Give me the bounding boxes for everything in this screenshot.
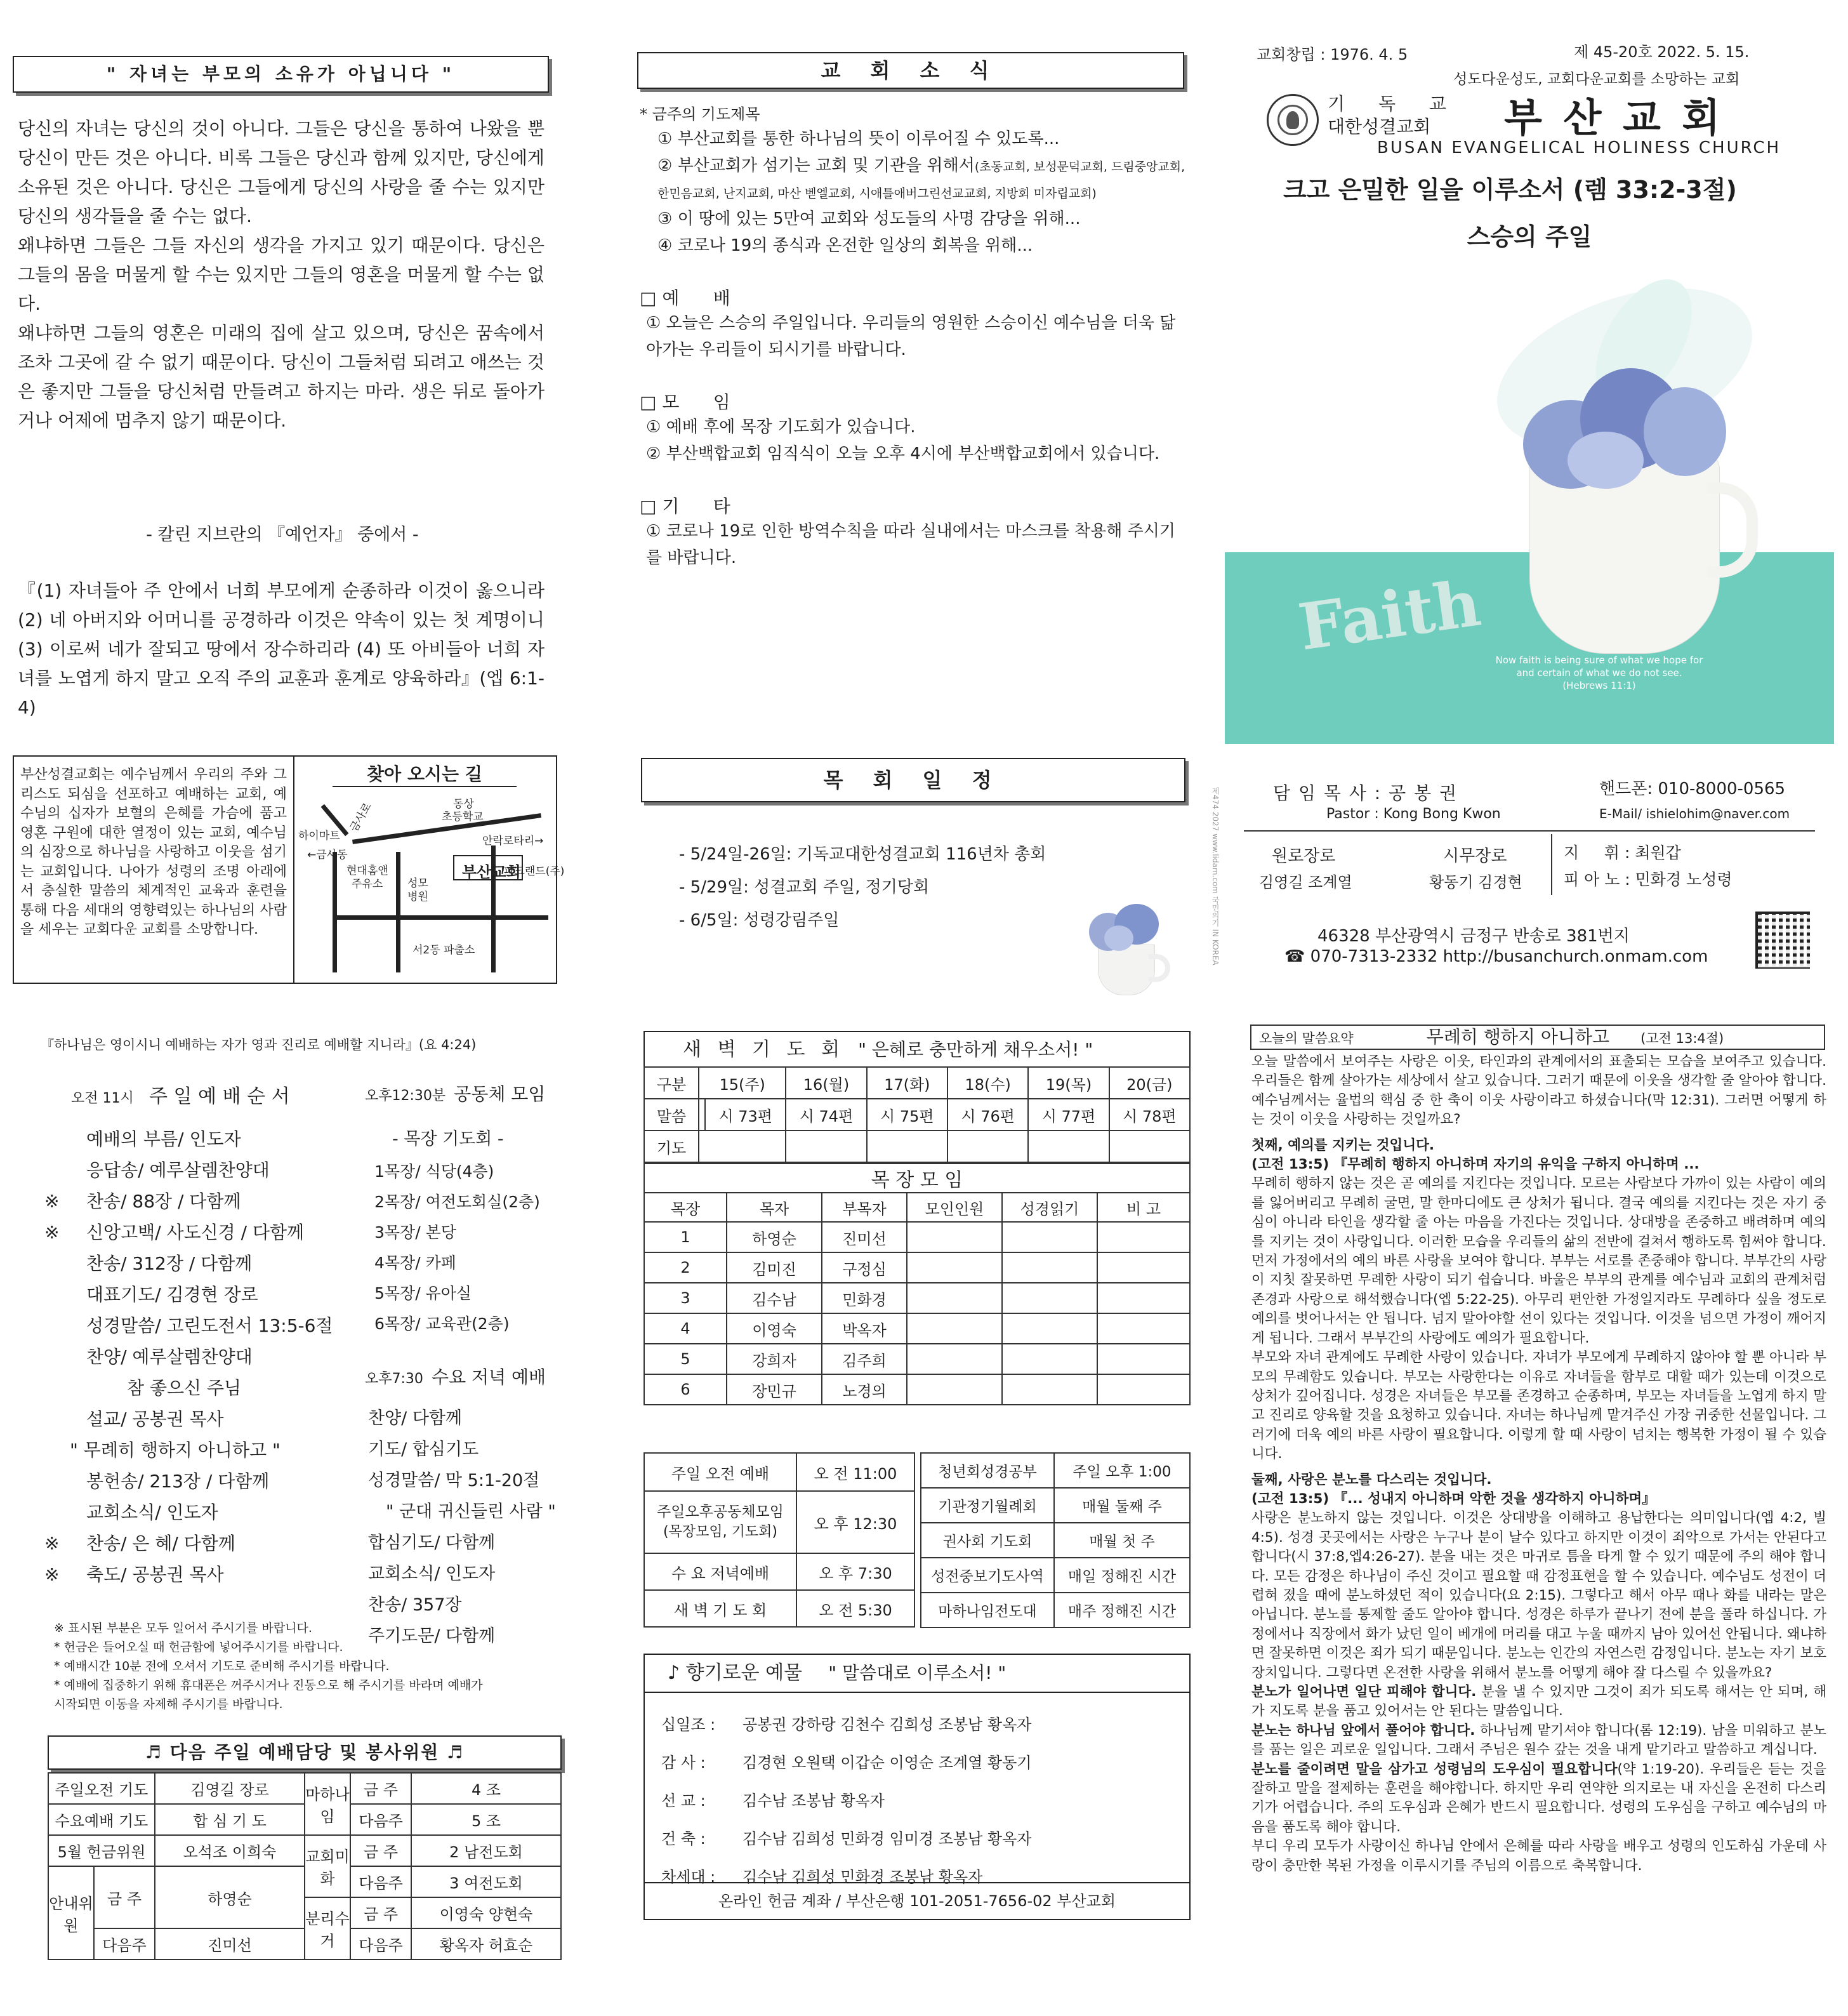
vertical-side-note: 제474 2027 www.lidam.com 국민의기 IN KOREA	[1211, 787, 1220, 965]
intro-text: 부산성결교회는 예수님께서 우리의 주와 그리스도 되심을 선포하고 예배하는 교회, 예수님의 십자가 보혈의 은혜를 가슴에 품고 영혼 구원에 대한 열정이 있는 교회, 예수님의 심장으로 하나님을 사랑하고 이웃을 섬기는 교회입니다. 나아가 성령의 조명 아래에서 충실한 말씀의 체계적인 교육과 훈련을 통해 다음 세대의 영향력있는 하나님의 사람을 세우는 교회다운 교회를 소망합니다.	[20, 767, 287, 938]
am-item: 봉헌송/ 213장 / 다함께	[86, 1471, 270, 1492]
cells-cell: 성경읽기	[1002, 1193, 1097, 1222]
map-label: 초등학교	[442, 811, 484, 823]
duty-cell: 황옥자 허효순	[411, 1928, 561, 1960]
times-right-table	[920, 1452, 1191, 1628]
offering-row: 건 축 : 김수남 김희성 민화경 임미경 조봉남 황옥자	[661, 1830, 1032, 1848]
wed-heading	[365, 1363, 546, 1389]
offering-row: 십일조 : 공봉권 강하랑 김천수 김희성 조봉남 황옥자	[661, 1716, 1032, 1734]
map-label: 병원	[407, 891, 428, 903]
cell-item: 1목장/ 식당(4층)	[374, 1162, 494, 1181]
duty-cell: 마하나임	[305, 1773, 350, 1835]
pastor-name-en: Pastor : Kong Bong Kwon	[1326, 806, 1501, 822]
wed-title: 수요 저녁 예배	[432, 1367, 546, 1388]
duty-cell: 다음주	[350, 1866, 411, 1897]
prayer-title: * 금주의 기도제목	[640, 105, 760, 123]
pianist: 피 아 노 : 민화경 노성령	[1564, 870, 1732, 889]
times-cell: 오 전 5:30	[796, 1590, 914, 1627]
duty-cell: 금 주	[350, 1773, 411, 1804]
dawn-table	[644, 1066, 1191, 1163]
flower-pot-image	[1085, 900, 1180, 998]
map-label: 금사로	[347, 800, 374, 835]
dawn-cell	[1109, 1131, 1190, 1162]
dawn-heading	[644, 1031, 1191, 1066]
duty-cell: 2 남전도회	[411, 1835, 561, 1866]
cells-cell: 구정심	[822, 1252, 907, 1283]
sermon-paragraph: 부디 우리 모두가 사랑이신 하나님 안에서 은혜를 따라 사랑을 배우고 성령의 인도하심 가운데 사랑이 충만한 복된 가정을 이루시기를 주님의 이름으로 축복합니다.	[1251, 1838, 1826, 1874]
schedule-item: - 5/29일: 성결교회 주일, 정기당회	[679, 878, 930, 897]
map-label: 안락로타리→	[482, 835, 544, 847]
cells-cell: 3	[644, 1283, 727, 1313]
dawn-cell	[1028, 1131, 1109, 1162]
essay-verse: 『(1) 자녀들아 주 안에서 너희 부모에게 순종하라 이것이 옳으니라 (2) 네 아버지와 어머니를 공경하라 이것은 약속이 있는 첫 계명이니 (3) 이로써 네가 잘되고 땅에서 장수하리라 (4) 또 아비들아 너희 자녀를 노엽게 하지 말고 오직 주의 교훈과 훈계로 양육하라』(엡 6:1-4)	[18, 580, 544, 718]
cells-cell: 노경의	[822, 1374, 907, 1405]
times-cell: 마하나임전도대	[921, 1593, 1054, 1628]
church-logo-icon	[1267, 94, 1319, 146]
cells-cell	[907, 1252, 1002, 1283]
cells-cell: 1	[644, 1222, 727, 1252]
elders-names: 김영길 조계열	[1259, 873, 1352, 891]
essay-body	[18, 114, 544, 435]
news-item: ① 오늘은 스승의 주일입니다. 우리들의 영원한 스승이신 예수님을 더욱 닮아가는 우리들이 되시기를 바랍니다.	[646, 314, 1176, 359]
issue-number: 제 45-20호 2022. 5. 15.	[1574, 43, 1750, 61]
cells-cell	[1002, 1283, 1097, 1313]
sermon-ref: (고전 13:4절)	[1640, 1031, 1724, 1046]
am-item: ※ 신앙고백/ 사도신경 / 다함께	[44, 1222, 305, 1243]
cells-cell: 부목자	[822, 1193, 907, 1222]
cell-list	[374, 1157, 540, 1339]
essay-panel	[13, 51, 552, 736]
offering-row: 차세대 : 김수남 김희성 민화경 조봉남 황옥자	[661, 1868, 983, 1886]
cells-cell: 6	[644, 1374, 727, 1405]
map-label: 부산교회	[462, 863, 521, 881]
church-name-english: BUSAN EVANGELICAL HOLINESS CHURCH	[1377, 138, 1781, 157]
cells-cell: 모인인원	[907, 1193, 1002, 1222]
duty-cell: 이영숙 양현숙	[411, 1897, 561, 1928]
pastor-row	[1244, 768, 1815, 832]
cells-cell: 목자	[727, 1193, 822, 1222]
news-item: ② 부산백합교회 임직식이 오늘 오후 4시에 부산백합교회에서 있습니다.	[646, 444, 1160, 463]
cells-cell: 김미진	[727, 1252, 822, 1283]
dawn-cell: 17(화)	[867, 1067, 947, 1099]
map-label: 동상	[453, 798, 474, 811]
am-item: 예배의 부름/ 인도자	[86, 1129, 241, 1150]
cells-cell: 김주희	[822, 1344, 907, 1374]
center-bottom-panel	[641, 1028, 1199, 2012]
am-item: 응답송/ 예루살렘찬양대	[86, 1160, 270, 1181]
cell-title: - 목장 기도회 -	[392, 1129, 504, 1149]
sermon-paragraph: 먼저 가정에서의 예의 바른 사랑을 보여야 합니다. 부부는 서로를 존중해야 합니다. 부부간의 사랑이 지칫 잘못하면 무례한 사랑이 되기 쉽습니다. 바울은 부부의 관계를 예수님과 교회의 관계처럼 존경과 사랑으로 해석했습니다(엡 5:22-25). 아무리 편안한 가정일지라도 무례하다 싶을 정도로 예의를 벗어나서는 안 됩니다. 넘지 말아야할 선이 있다는 것입니다. 이것을 넘으면 가정이 깨어지게 됩니다. 그래서 부부간의 사랑에도 예의가 필요합니다.	[1251, 1253, 1826, 1346]
pastor-name: 담 임 목 사 : 공 봉 권	[1273, 783, 1458, 804]
wed-list	[368, 1403, 556, 1652]
denomination	[1328, 93, 1460, 138]
dawn-cell: 시 76편	[947, 1099, 1028, 1131]
duty-cell: 주일오전 기도	[48, 1773, 155, 1804]
note: * 예배에 집중하기 위해 휴대폰은 꺼주시거나 진동으로 해 주시기를 바라며 예배가	[54, 1678, 483, 1692]
duty-cell: 하영순	[155, 1866, 305, 1928]
sermon-body	[1251, 1052, 1826, 1876]
am-item: ※ 축도/ 공봉권 목사	[44, 1564, 224, 1585]
staff-panel	[1244, 768, 1828, 984]
map-label: 성모	[407, 877, 428, 890]
cell-item: 4목장/ 카페	[374, 1254, 456, 1272]
dawn-cell	[867, 1131, 947, 1162]
elders-title: 원로장로	[1272, 847, 1336, 866]
faith-word: Faith	[1294, 565, 1486, 665]
times-cell: 매월 첫 주	[1054, 1523, 1190, 1558]
church-address: 46328 부산광역시 금정구 반송로 381번지	[1317, 927, 1630, 946]
offering-heading	[645, 1655, 1189, 1693]
note: * 헌금은 들어오실 때 헌금함에 넣어주시기를 바랍니다.	[54, 1640, 343, 1654]
am-item: 대표기도/ 김경현 장로	[86, 1284, 258, 1305]
cell-item: 5목장/ 유아실	[374, 1284, 472, 1303]
cells-cell	[1097, 1374, 1190, 1405]
times-cell: 기관정기월례회	[921, 1488, 1054, 1523]
schedule-item: - 5/24일-26일: 기독교대한성결교회 116년차 총회	[679, 845, 1046, 864]
times-cell: 오 후 7:30	[796, 1553, 914, 1590]
times-cell: 오 후 12:30	[796, 1491, 914, 1553]
sermon-paragraph: 첫째, 예의를 지키는 것입니다.	[1251, 1137, 1435, 1153]
duty-cell: 김영길 장로	[155, 1773, 305, 1804]
cells-cell	[1002, 1344, 1097, 1374]
news-section-title: □ 모 임	[640, 392, 730, 413]
map-label: ←금사동	[307, 849, 348, 861]
map-label: 현대홈앤	[346, 865, 388, 877]
sermon-paragraph: 분노를 줄이려면 말을 삼가고 성령님의 도우심이 필요합니다(약 1:19-20). 우리들은 듣는 것을 잘하고 말을 절제하는 훈련을 해야합니다. 하지만 우리 연약한 의지로는 내 자신을 온전히 다스리기가 어렵습니다. 주의 도우심과 은혜가 반드시 필요합니다. 성령의 도우심을 구하고 예수님의 마음을 품도록 해야 합니다.	[1251, 1761, 1827, 1835]
am-item: 참 좋으신 주님	[127, 1377, 242, 1398]
duty-cell: 금 주	[350, 1835, 411, 1866]
dawn-cell	[699, 1131, 786, 1162]
times-cell: 주일 오전 예배	[644, 1453, 796, 1491]
sermon-paragraph: 오늘 말씀에서 보여주는 사랑은 이웃, 타인과의 관계에서의 표출되는 모습을 보여주고 있습니다. 우리들은 함께 살아가는 세상에서 살고 있습니다. 그러기 때문에 이웃을 생각할 줄 알아야 합니다. 예수님께서는 율법의 핵심 중 한 축이 이웃 사랑이라고 하셨습니다(막 12:31). 그러면 어떻게 하는 것이 이웃을 사랑하는 것일까요?	[1251, 1054, 1826, 1128]
news-title: 교 회 소 식	[637, 52, 1184, 89]
am-item: ※ 찬송/ 88장 / 다함께	[44, 1191, 241, 1212]
news-section-title: □ 기 타	[640, 496, 730, 517]
intro-map-panel	[13, 755, 565, 984]
am-title: 주 일 예 배 순 서	[149, 1085, 290, 1108]
news-body	[640, 103, 1185, 571]
map	[293, 757, 565, 983]
dawn-cell: 16(월)	[786, 1067, 866, 1099]
cells-cell	[1002, 1313, 1097, 1344]
cells-cell	[907, 1344, 1002, 1374]
dawn-cell: 시 78편	[1109, 1099, 1190, 1131]
dawn-cell: 15(주)	[699, 1067, 786, 1099]
am-item: 교회소식/ 인도자	[86, 1502, 218, 1523]
am-order-list	[44, 1124, 336, 1590]
essay-source: - 칼린 지브란의 『예언자』 중에서 -	[146, 525, 419, 545]
conductor: 지 휘 : 최원갑	[1564, 844, 1681, 862]
sermon-label: 오늘의 말씀요약	[1259, 1031, 1354, 1046]
wed-item: 합심기도/ 다함께	[368, 1533, 496, 1553]
times-cell: 매주 정해진 시간	[1054, 1593, 1190, 1628]
dawn-cell: 시 75편	[867, 1099, 947, 1131]
times-cell: 주일 오후 1:00	[1054, 1453, 1190, 1488]
am-item: 성경말씀/ 고린도전서 13:5-6절	[86, 1315, 333, 1336]
sermon-paragraph: 둘째, 사랑은 분노를 다스리는 것입니다.	[1251, 1471, 1492, 1488]
dawn-cell: 20(금)	[1109, 1067, 1190, 1099]
duty-cell: 진미선	[155, 1928, 305, 1960]
schedule-list	[679, 838, 1046, 937]
wed-item: " 군대 귀신들린 사람 "	[386, 1502, 556, 1522]
cells-table	[644, 1163, 1191, 1405]
duty-cell: 금 주	[350, 1897, 411, 1928]
cells-cell	[907, 1283, 1002, 1313]
note: ※ 표시된 부분은 모두 일어서 주시기를 바랍니다.	[54, 1621, 312, 1635]
dawn-cell: 구분	[644, 1067, 699, 1099]
cells-cell	[907, 1313, 1002, 1344]
offering-box	[644, 1654, 1191, 1920]
dawn-cell: 18(수)	[947, 1067, 1028, 1099]
pastor-phone: 핸드폰: 010-8000-0565	[1599, 779, 1786, 799]
prayer-item: ① 부산교회를 통한 하나님의 뜻이 이루어질 수 있도록...	[657, 129, 1060, 149]
serving-title: 시무장로	[1443, 847, 1507, 866]
schedule-item: - 6/5일: 성령강림주일	[679, 911, 840, 930]
cells-cell: 민화경	[822, 1283, 907, 1313]
schedule-title: 목 회 일 정	[641, 758, 1185, 802]
news-item: ① 예배 후에 목장 기도회가 있습니다.	[646, 418, 916, 437]
essay-title: " 자녀는 부모의 소유가 아닙니다 "	[13, 56, 549, 93]
am-heading	[71, 1080, 290, 1108]
am-item: " 무례히 행하지 아니하고 "	[70, 1440, 280, 1461]
am-time: 오전 11시	[71, 1091, 134, 1106]
map-label: 주유소	[352, 878, 383, 891]
dawn-cell: 기도	[644, 1131, 699, 1162]
map-label: 서2동 파출소	[412, 944, 475, 957]
duty-cell: 4 조	[411, 1773, 561, 1804]
cells-cell: 박옥자	[822, 1313, 907, 1344]
map-label: 하이마트	[298, 830, 340, 842]
duty-table	[48, 1772, 562, 1960]
cells-cell	[1002, 1252, 1097, 1283]
times-cell: 성전중보기도사역	[921, 1558, 1054, 1593]
dawn-cell: 시 77편	[1028, 1099, 1109, 1131]
pm-title: 공동체 모임	[454, 1084, 546, 1104]
cells-cell: 진미선	[822, 1222, 907, 1252]
offering-subtitle: " 말씀대로 이루소서! "	[828, 1662, 1006, 1683]
times-cell: 매일 정해진 시간	[1054, 1558, 1190, 1593]
note: 시작되면 이동을 자제해 주시기를 바랍니다.	[54, 1697, 283, 1711]
duty-cell: 안내위원	[48, 1866, 94, 1960]
cells-cell	[907, 1374, 1002, 1405]
sermon-paragraph: (고전 13:5) 『무례히 행하지 아니하며 자기의 유익을 구하지 아니하며 ... 무례히 행하지 않는 것은 곧 예의를 지킨다는 것입니다. 모르는 사람보다 가까이 있는 사람이 예의를 잃어버리고 무례히 굴면, 말 한마디에도 큰 상처가 됩니다. 결국 예의를 지킨다는 것은 자기 중심이 아니라 타인을 생각할 줄 아는 마음을 가진다는 것입니다. 상대방을 존중하고 배려하며 예의를 지키는 것이 사랑입니다. 이러한 모습을 우리들의 삶의 전반에 걸쳐서 행하도록 힘써야 합니다.	[1251, 1157, 1826, 1250]
duty-cell: 다음주	[350, 1804, 411, 1835]
times-cell: 매월 둘째 주	[1054, 1488, 1190, 1523]
cells-cell: 이영숙	[727, 1313, 822, 1344]
dawn-title: 새 벽 기 도 회	[683, 1038, 845, 1061]
dawn-cell	[699, 1099, 705, 1131]
duty-cell: 5 조	[411, 1804, 561, 1835]
duty-cell: 분리수거	[305, 1897, 350, 1960]
cell-item: 6목장/ 교육관(2층)	[374, 1315, 510, 1333]
times-cell: 청년회성경공부	[921, 1453, 1054, 1488]
worship-panel	[13, 1022, 584, 2012]
offering-list	[661, 1706, 1031, 1896]
dawn-cell: 시 73편	[705, 1099, 786, 1131]
wed-item: 성경말씀/ 막 5:1-20절	[368, 1471, 540, 1490]
essay-paragraph: 왜냐하면 그들은 그들 자신의 생각을 가지고 있기 때문이다. 당신은 그들의 몸을 머물게 할 수는 있지만 그들의 영혼을 머물게 할 수는 없다.	[18, 235, 544, 314]
note: * 예배시간 10분 전에 오셔서 기도로 준비해 주시기를 바랍니다.	[54, 1659, 390, 1673]
offering-account: 온라인 헌금 계좌 / 부산은행 101-2051-7656-02 부산교회	[645, 1882, 1189, 1919]
sermon-paragraph: (고전 13:5) 『... 성내지 아니하며 악한 것을 생각하지 아니하며』 사랑은 분노하지 않는 것입니다. 이것은 상대방을 이해하고 용납한다는 의미입니다(엡 4:2, 빌4:5). 성경 곳곳에서는 사랑은 누구나 분이 날수 있다고 하지만 이것이 죄악으로 가서는 안된다고 합니다(시 37:8,엡4:26-27). 분을 내는 것은 마귀로 틈을 타게 할 수 있기 때문에 주의 해야 합니다. 모든 감정은 하나님이 주신 것이고 필요할 때 감정표현을 할 수 있습니다. 예수님도 성전이 더렵혀 졌을 때에 분노하셨던 적이 있습니다(요 2:15). 그렇다고 해서 아무 때나 화를 내라는 말은 아닙니다. 분노를 통제할 줄도 알아야 합니다. 성경은 하루가 끝나기 전에 분을 풀라 하십니다. 가정에서나 직장에서 화가 났던 일이 베개에 머리를 대고 누울 때까지 남아 있어선 안됩니다. 왜냐하면 잘못하면 이것은 죄가 되기 때문입니다. 분노는 인간의 자연스런 감정입니다. 분노는 자기 보호 장치입니다. 그렇다면 온전한 사랑을 위해서 분노를 어떻게 해야 잘 다스릴 수 있을까요?	[1251, 1490, 1826, 1681]
denom-top: 기 독 교	[1328, 93, 1460, 114]
pm-heading	[365, 1080, 545, 1106]
cells-cell: 5	[644, 1344, 727, 1374]
map-label: 파크랜드(주)	[504, 865, 565, 878]
duty-cell: 다음주	[350, 1928, 411, 1960]
wed-item: 찬송/ 357장	[368, 1595, 462, 1615]
am-item: 설교/ 공봉권 목사	[86, 1409, 224, 1429]
duty-title: ♬ 다음 주일 예배담당 및 봉사위원 ♬	[48, 1735, 562, 1770]
duty-cell: 수요예배 기도	[48, 1804, 155, 1835]
worship-notes	[54, 1619, 483, 1714]
cells-title: 목 장 모 임	[644, 1164, 1190, 1193]
times-left-table	[644, 1452, 915, 1628]
times-cell: 주일오후공동체모임 (목장모임, 기도회)	[644, 1491, 796, 1553]
cells-cell: 2	[644, 1252, 727, 1283]
qr-code-icon	[1755, 912, 1810, 969]
wed-item: 기도/ 합심기도	[368, 1440, 479, 1459]
dawn-cell: 시 74편	[786, 1099, 866, 1131]
offering-title: ♪ 향기로운 예물	[668, 1662, 803, 1684]
prayer-item: ③ 이 땅에 있는 5만여 교회와 성도들의 사명 감당을 위해...	[657, 209, 1081, 229]
duty-cell: 다음주	[94, 1928, 155, 1960]
times-cell: 오 전 11:00	[796, 1453, 914, 1491]
church-motto: 성도다운성도, 교회다운교회를 소망하는 교회	[1453, 71, 1740, 88]
dawn-cell	[947, 1131, 1028, 1162]
cells-cell: 비 고	[1097, 1193, 1190, 1222]
duty-cell: 교회미화	[305, 1835, 350, 1897]
prayer-item: ② 부산교회가 섬기는 교회 및 기관을 위해서(초동교회, 보성문덕교회, 드림중앙교회, 한민음교회, 난지교회, 마산 벧엘교회, 시애틀애버그린선교교회, 지방회 미자립교회)	[657, 156, 1185, 201]
wed-time: 오후7:30	[365, 1371, 423, 1387]
pm-time: 오후12:30분	[365, 1088, 446, 1104]
am-item: 찬송/ 312장 / 다함께	[86, 1253, 253, 1274]
duty-cell: 3 여전도회	[411, 1866, 561, 1897]
times-cell: 새 벽 기 도 회	[644, 1590, 796, 1627]
faith-verse: Now faith is being sure of what we hope for and certain of what we do not see. (Hebrews 11:1)	[1495, 654, 1703, 691]
am-item: 찬양/ 예루살렘찬양대	[86, 1346, 253, 1367]
schedule-panel	[635, 755, 1231, 1009]
wed-item: 찬양/ 다함께	[368, 1409, 463, 1428]
cover-panel	[1225, 32, 1834, 711]
cells-cell	[1097, 1283, 1190, 1313]
yearly-theme: 크고 은밀한 일을 이루소서 (렘 33:2-3절)	[1283, 176, 1737, 204]
cells-cell	[1002, 1374, 1097, 1405]
sermon-paragraph: 부모와 자녀 관계에도 무례한 사랑이 있습니다. 자녀가 부모에게 무례하지 않아야 할 뿐 아니라 부모의 무례함도 있습니다. 부모는 사랑한다는 이유로 자녀들을 함부로 대할 때가 있는데 이것으로 상처가 깊어집니다. 성경은 자녀들은 부모를 존경하고 순종하며, 부모는 자녀들을 노엽게 하지 말고 진리로 양육할 것을 요청하고 있습니다. 자녀는 하나님께 맡겨주신 가장 귀중한 선물입니다. 그러기에 더욱 예의 바른 사랑이 필요합니다. 이렇게 할 때 사랑이 넘치는 행복한 가정이 될 수 있습니다.	[1251, 1350, 1826, 1462]
offering-row: 선 교 : 김수남 조봉남 황옥자	[661, 1792, 885, 1810]
sermon-heading	[1250, 1025, 1825, 1050]
times-cell: 권사회 기도회	[921, 1523, 1054, 1558]
essay-paragraph: 당신의 자녀는 당신의 것이 아니다. 그들은 당신을 통하여 나왔을 뿐 당신이 만든 것은 아니다. 비록 그들은 당신과 함께 있지만, 당신에게 소유된 것은 아니다. 당신은 그들에게 당신의 사랑을 줄 수는 있지만 당신의 생각들을 줄 수는 없다.	[18, 118, 544, 227]
cells-cell: 강희자	[727, 1344, 822, 1374]
church-name: 부 산 교 회	[1504, 95, 1724, 141]
cell-item: 3목장/ 본당	[374, 1223, 456, 1242]
cells-cell	[1002, 1222, 1097, 1252]
duty-cell: 5월 헌금위원	[48, 1835, 155, 1866]
dawn-subtitle: " 은혜로 충만하게 채우소서! "	[858, 1039, 1093, 1060]
church-contact: ☎ 070-7313-2332 http://busanchurch.onmam.com	[1284, 947, 1708, 966]
cells-cell: 하영순	[727, 1222, 822, 1252]
news-section-title: □ 예 배	[640, 288, 730, 308]
offering-row: 감 사 : 김경현 오원택 이갑순 이영순 조계열 황동기	[661, 1754, 1032, 1772]
cells-cell	[1097, 1252, 1190, 1283]
cells-cell: 목장	[644, 1193, 727, 1222]
sermon-paragraph: 분노가 일어나면 일단 피해야 합니다. 분을 낼 수 있지만 그것이 죄가 되도록 해서는 안 되며, 해가 지도록 분을 품고 있어서는 안 된다는 말씀입니다.	[1251, 1684, 1826, 1720]
cover-image	[1225, 260, 1834, 692]
prayer-item: ④ 코로나 19의 종식과 온전한 일상의 회복을 위해...	[657, 236, 1033, 255]
dawn-cell: 말씀	[644, 1099, 699, 1131]
duty-cell: 금 주	[94, 1866, 155, 1928]
news-item: ① 코로나 19로 인한 방역수칙을 따라 실내에서는 마스크를 착용해 주시기를 바랍니다.	[646, 522, 1176, 567]
sunday-name: 스승의 주일	[1467, 223, 1592, 251]
founded-date: 교회창립 : 1976. 4. 5	[1257, 46, 1408, 63]
news-panel	[635, 51, 1193, 622]
cell-item: 2목장/ 여전도회실(2층)	[374, 1193, 540, 1211]
pastor-email: E-Mail/ ishielohim@naver.com	[1599, 806, 1790, 821]
cells-cell: 장민규	[727, 1374, 822, 1405]
am-item: ※ 찬송/ 은 혜/ 다함께	[44, 1533, 235, 1554]
denom-bottom: 대한성결교회	[1328, 116, 1431, 137]
dawn-cell	[786, 1131, 866, 1162]
cells-cell	[1097, 1344, 1190, 1374]
map-title: 찾아 오시는 길	[333, 760, 517, 787]
dawn-cell: 19(목)	[1028, 1067, 1109, 1099]
sermon-title: 무례히 행하지 아니하고	[1426, 1026, 1610, 1047]
duty-cell: 합 심 기 도	[155, 1804, 305, 1835]
cells-cell	[1097, 1222, 1190, 1252]
times-cell: 수 요 저녁예배	[644, 1553, 796, 1590]
elders-row	[1253, 834, 1811, 895]
wed-item: 주기도문/ 다함께	[368, 1626, 496, 1646]
duty-cell: 오석조 이희숙	[155, 1835, 305, 1866]
worship-quote: 『하나님은 영이시니 예배하는 자가 영과 진리로 예배할 지니라』(요 4:24)	[41, 1037, 477, 1052]
cells-cell: 김수남	[727, 1283, 822, 1313]
sermon-paragraph: 분노는 하나님 앞에서 풀어야 합니다. 하나님께 맡기셔야 합니다(롬 12:19). 남을 미워하고 분노를 품는 일은 괴로운 일입니다. 그래서 주님은 원수 갚는 것을 내게 맡기라고 말씀하고 계십니다.	[1251, 1722, 1826, 1758]
cells-cell: 4	[644, 1313, 727, 1344]
essay-paragraph: 왜냐하면 그들의 영혼은 미래의 집에 살고 있으며, 당신은 꿈속에서조차 그곳에 갈 수 없기 때문이다. 당신이 그들처럼 되려고 애쓰는 것은 좋지만 그들을 당신처럼 만들려고 하지는 마라. 생은 뒤로 돌아가거나 어제에 멈추지 않기 때문이다.	[18, 322, 544, 431]
cells-cell	[1097, 1313, 1190, 1344]
cells-cell	[907, 1222, 1002, 1252]
wed-item: 교회소식/ 인도자	[368, 1564, 496, 1584]
sermon-panel	[1244, 1025, 1834, 2012]
serving-names: 황동기 김경현	[1429, 873, 1522, 891]
